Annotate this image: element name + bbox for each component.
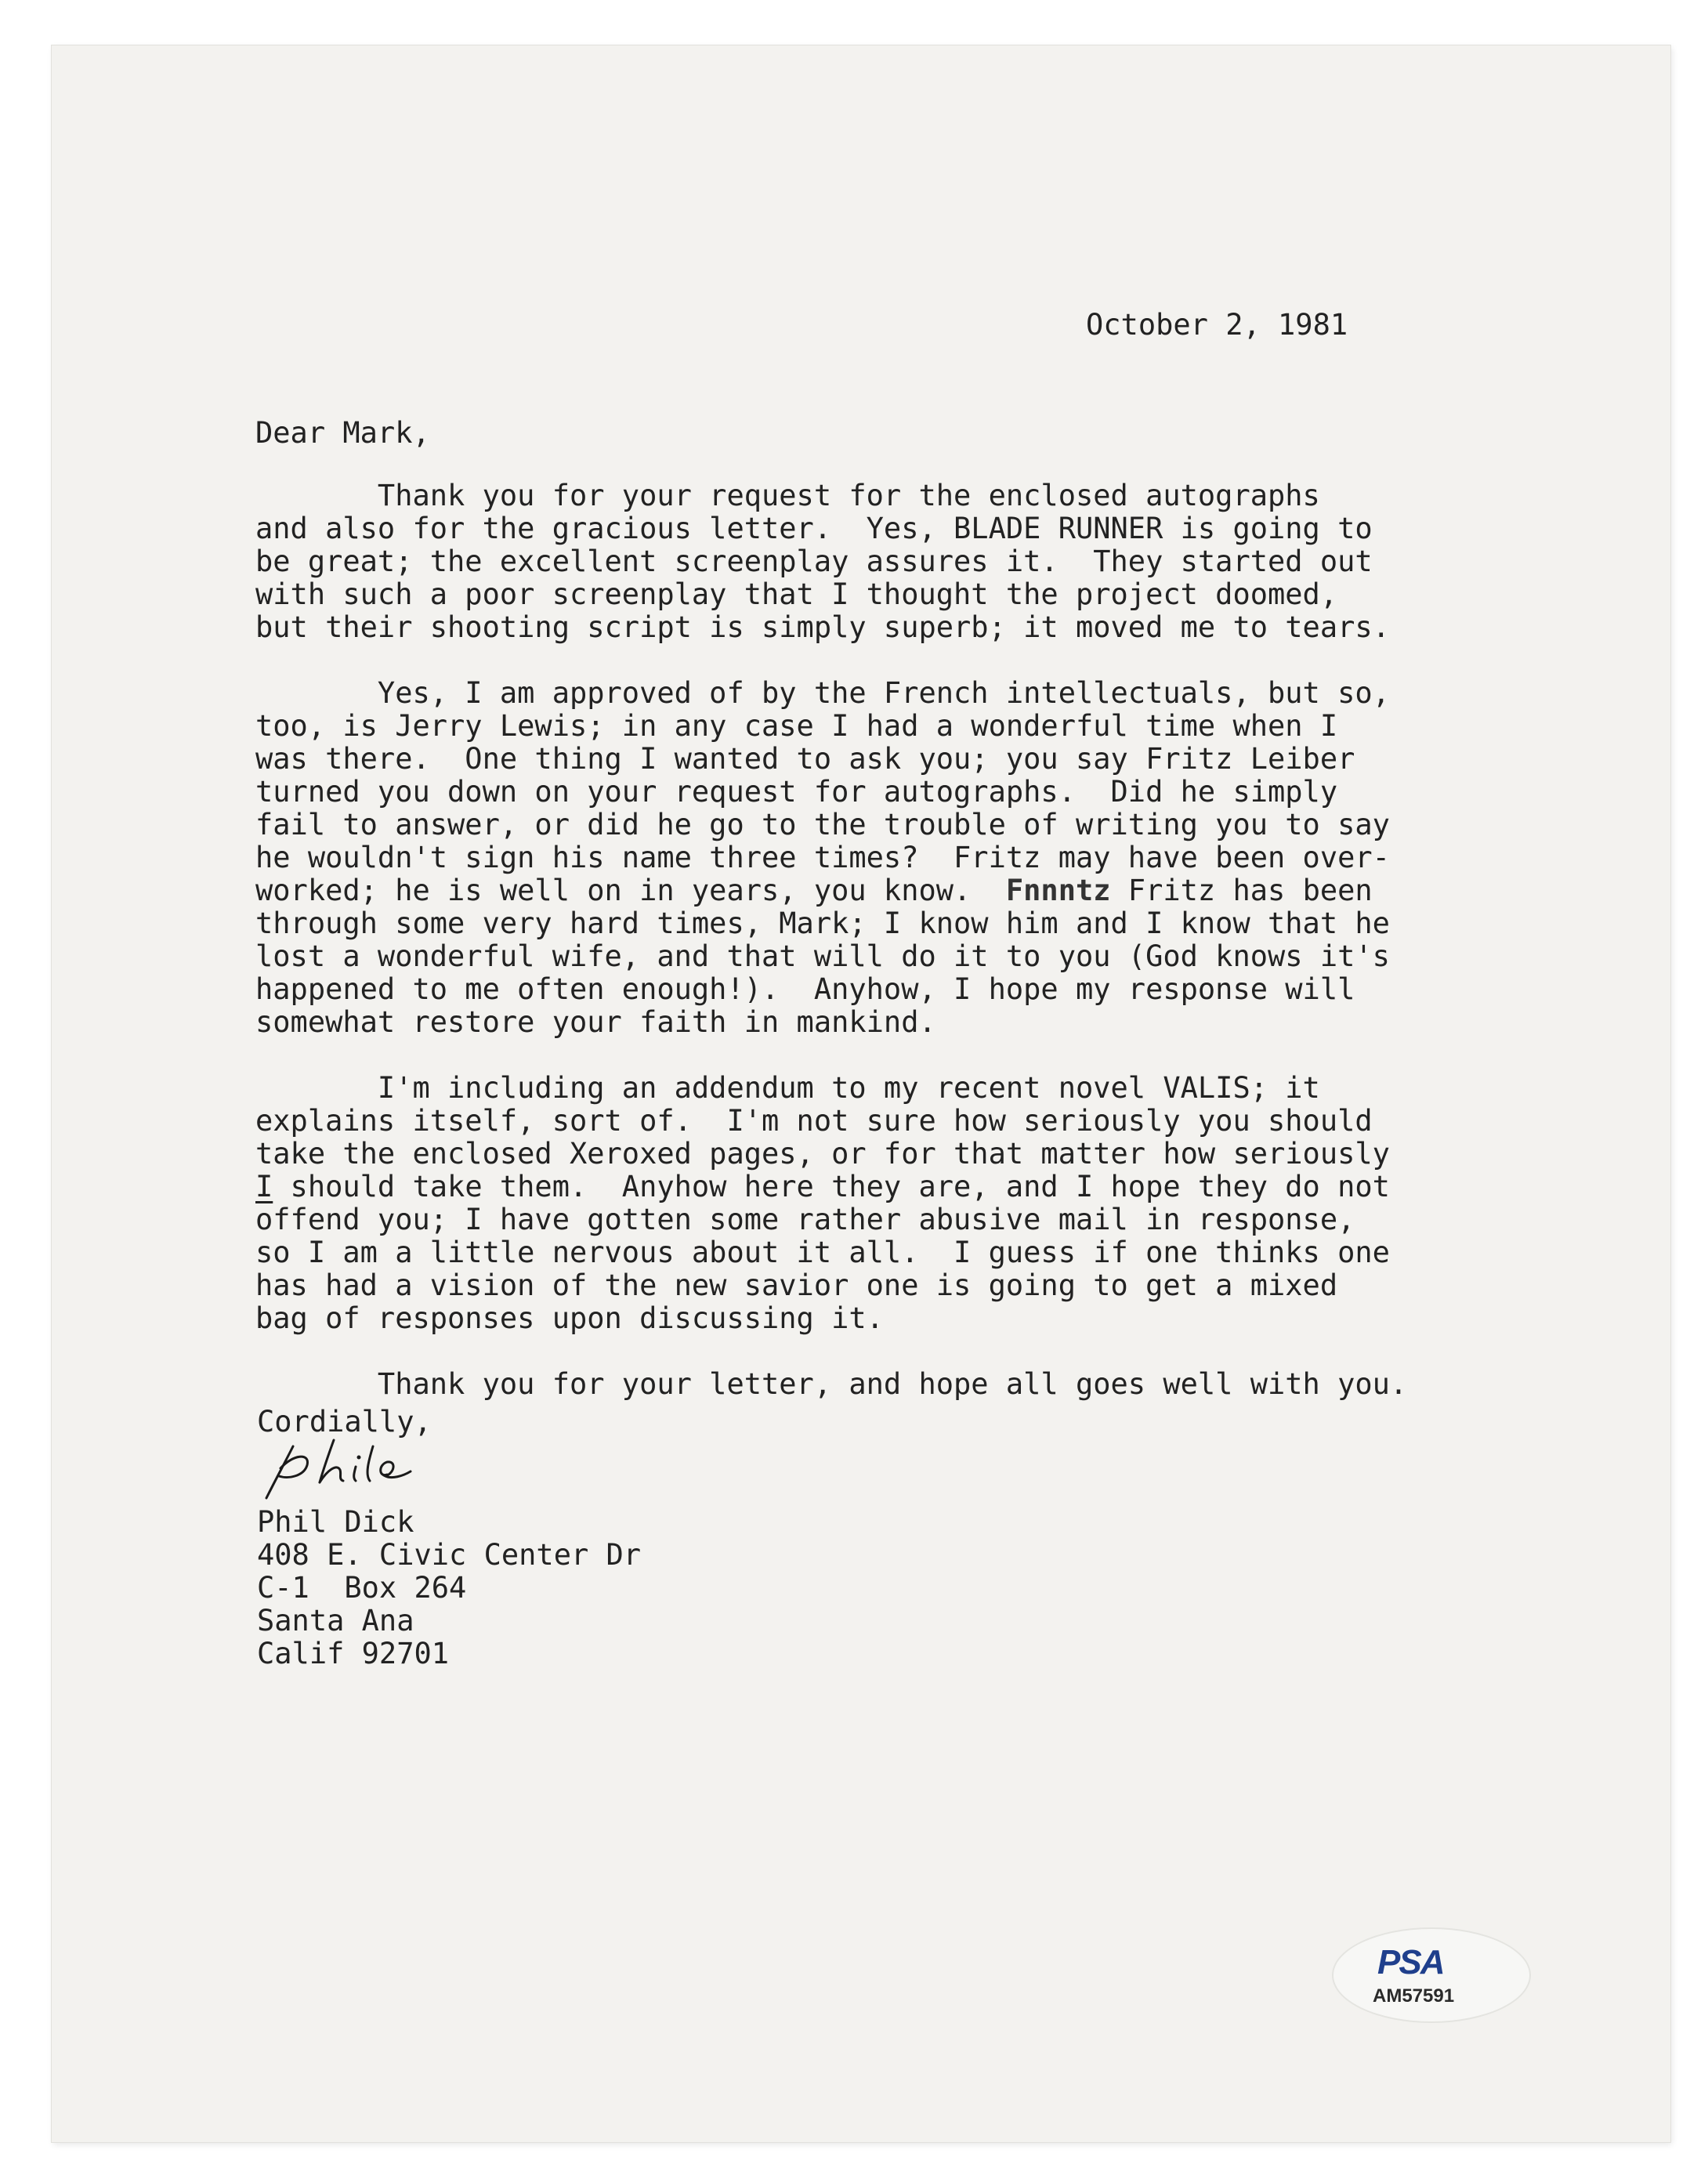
sender-address-line: C-1 Box 264 <box>257 1571 467 1605</box>
text-line: so I am a little nervous about it all. I guess if one thinks one <box>255 1236 1390 1269</box>
closing: Cordially, <box>257 1405 432 1439</box>
typed-over-word: Fnnntz <box>1005 874 1111 907</box>
text-line: he wouldn't sign his name three times? Fritz may have been over- <box>255 841 1390 874</box>
text-segment: should take them. Anyhow here they are, and I hope they do not <box>273 1170 1390 1203</box>
text-line: bag of responses upon discussing it. <box>255 1301 884 1335</box>
text-line: has had a vision of the new savior one is going to get a mixed <box>255 1268 1338 1302</box>
text-line: turned you down on your request for autographs. Did he simply <box>255 775 1338 809</box>
text-line: Yes, I am approved of by the French intellectuals, but so, <box>255 676 1390 710</box>
text-line: was there. One thing I wanted to ask you; you say Fritz Leiber <box>255 742 1355 776</box>
text-segment: worked; he is well on in years, you know. <box>255 874 972 907</box>
paragraph-4: Thank you for your letter, and hope all goes well with you. <box>255 1367 1408 1401</box>
text-line: take the enclosed Xeroxed pages, or for that matter how seriously <box>255 1137 1390 1171</box>
text-line-with-strikeover <box>255 876 1373 905</box>
text-line: somewhat restore your faith in mankind. <box>255 1005 936 1039</box>
text-line: and also for the gracious letter. Yes, BLADE RUNNER is going to <box>255 512 1373 545</box>
text-line-underlined-i <box>255 1172 1390 1201</box>
salutation: Dear Mark, <box>255 416 430 450</box>
underlined-pronoun: I <box>255 1170 273 1203</box>
text-line: too, is Jerry Lewis; in any case I had a wonderful time when I <box>255 709 1338 743</box>
text-line: happened to me often enough!). Anyhow, I hope my response will <box>255 972 1355 1006</box>
text-line: explains itself, sort of. I'm not sure how seriously you should <box>255 1104 1373 1138</box>
text-segment: Fritz has been <box>1110 874 1373 907</box>
letter-date: October 2, 1981 <box>1086 308 1348 342</box>
handwritten-signature <box>262 1431 544 1501</box>
psa-logo: PSA <box>1377 1943 1444 1981</box>
text-line: I'm including an addendum to my recent novel VALIS; it <box>255 1071 1320 1105</box>
text-line: but their shooting script is simply superb; it moved me to tears. <box>255 610 1390 644</box>
text-line: lost a wonderful wife, and that will do it to you (God knows it's <box>255 939 1390 973</box>
text-line: Thank you for your request for the enclosed autographs <box>255 479 1320 512</box>
letter-page <box>52 45 1670 2142</box>
sender-city: Santa Ana <box>257 1604 414 1638</box>
text-line: through some very hard times, Mark; I know him and I know that he <box>255 907 1390 940</box>
text-line: fail to answer, or did he go to the trouble of writing you to say <box>255 808 1390 841</box>
text-line: offend you; I have gotten some rather abusive mail in response, <box>255 1203 1355 1236</box>
sender-name: Phil Dick <box>257 1505 414 1539</box>
sender-address-line: 408 E. Civic Center Dr <box>257 1538 642 1572</box>
text-line: be great; the excellent screenplay assures it. They started out <box>255 545 1373 578</box>
text-line: with such a poor screenplay that I thought the project doomed, <box>255 577 1338 611</box>
sender-state-zip: Calif 92701 <box>257 1637 450 1670</box>
certificate-number: AM57591 <box>1373 1985 1455 2007</box>
psa-authentication-sticker <box>1332 1927 1531 2023</box>
